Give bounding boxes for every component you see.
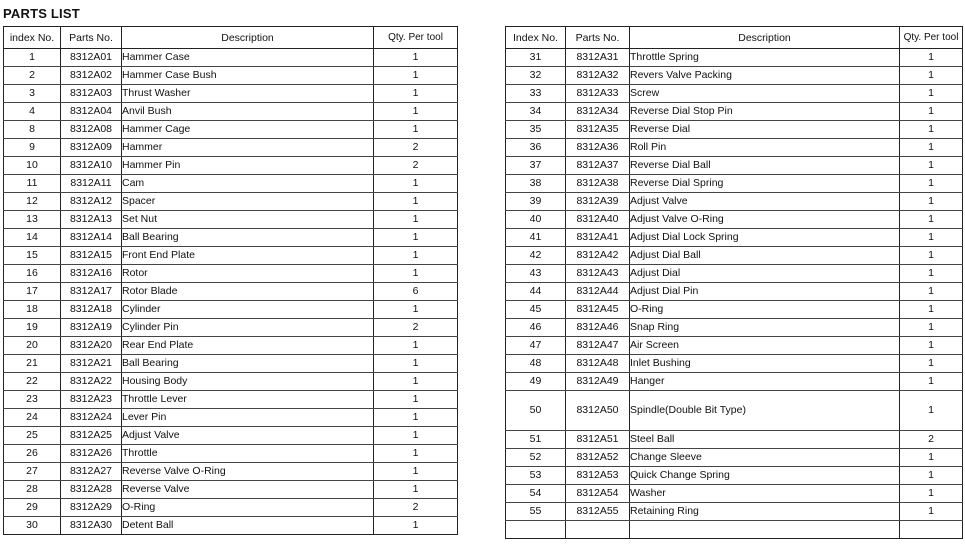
cell-parts-no: 8312A31: [566, 49, 630, 67]
cell-qty: 1: [374, 193, 458, 211]
cell-description: Screw: [630, 85, 900, 103]
cell-index: 47: [506, 337, 566, 355]
cell-description: Ball Bearing: [122, 355, 374, 373]
cell-qty: 1: [900, 157, 963, 175]
header-description: Description: [122, 27, 374, 49]
cell-parts-no: 8312A50: [566, 391, 630, 431]
cell-qty: 1: [374, 355, 458, 373]
cell-description: Rear End Plate: [122, 337, 374, 355]
table-row: [506, 67, 963, 85]
cell-description: Anvil Bush: [122, 103, 374, 121]
table-row: [4, 67, 458, 85]
cell-description: Air Screen: [630, 337, 900, 355]
cell-qty: 1: [374, 85, 458, 103]
table-row: [506, 301, 963, 319]
table-row: [4, 517, 458, 535]
table-row: [506, 139, 963, 157]
table-row: [4, 103, 458, 121]
cell-description: Rotor Blade: [122, 283, 374, 301]
cell-qty: 1: [900, 355, 963, 373]
cell-description: Rotor: [122, 265, 374, 283]
cell-index: 50: [506, 391, 566, 431]
cell-qty: 1: [900, 139, 963, 157]
cell-qty: 1: [374, 517, 458, 535]
cell-qty: 1: [374, 301, 458, 319]
cell-parts-no: 8312A44: [566, 283, 630, 301]
table-header-row: [4, 27, 458, 49]
cell-index: 20: [4, 337, 61, 355]
cell-index: 44: [506, 283, 566, 301]
cell-qty: 2: [374, 319, 458, 337]
cell-index: 25: [4, 427, 61, 445]
table-row: [506, 373, 963, 391]
header-qty: [374, 27, 458, 49]
table-row: [4, 121, 458, 139]
cell-index: 9: [4, 139, 61, 157]
cell-qty: 1: [900, 467, 963, 485]
cell-description: Inlet Bushing: [630, 355, 900, 373]
cell-parts-no: 8312A23: [61, 391, 122, 409]
cell-index: 53: [506, 467, 566, 485]
cell-qty: 1: [900, 449, 963, 467]
cell-parts-no: 8312A43: [566, 265, 630, 283]
cell-qty: 1: [900, 103, 963, 121]
cell-parts-no: 8312A10: [61, 157, 122, 175]
cell-parts-no: 8312A36: [566, 139, 630, 157]
cell-parts-no: 8312A17: [61, 283, 122, 301]
cell-parts-no: 8312A13: [61, 211, 122, 229]
cell-qty: 1: [900, 85, 963, 103]
cell-qty: 1: [374, 373, 458, 391]
cell-description: Hammer Pin: [122, 157, 374, 175]
cell-qty: 1: [374, 265, 458, 283]
cell-parts-no: 8312A54: [566, 485, 630, 503]
header-qty-label: Qty. Per tool: [388, 32, 443, 43]
cell-description: Cam: [122, 175, 374, 193]
cell-index: 10: [4, 157, 61, 175]
cell-qty: 1: [900, 67, 963, 85]
cell-parts-no: 8312A33: [566, 85, 630, 103]
table-row: [506, 449, 963, 467]
header-parts-no: Parts No.: [61, 27, 122, 49]
table-row: [506, 211, 963, 229]
cell-description: Hanger: [630, 373, 900, 391]
cell-index: 22: [4, 373, 61, 391]
cell-description: Spacer: [122, 193, 374, 211]
cell-qty: 1: [900, 485, 963, 503]
cell-description: Front End Plate: [122, 247, 374, 265]
cell-description: Revers Valve Packing: [630, 67, 900, 85]
table-row: [4, 301, 458, 319]
cell-description: [630, 521, 900, 539]
cell-index: 36: [506, 139, 566, 157]
cell-description: Reverse Dial Stop Pin: [630, 103, 900, 121]
table-row: [4, 445, 458, 463]
cell-description: Throttle: [122, 445, 374, 463]
cell-qty: 1: [374, 391, 458, 409]
cell-parts-no: 8312A02: [61, 67, 122, 85]
header-qty-label: Qty. Per tool: [903, 32, 959, 43]
cell-parts-no: 8312A40: [566, 211, 630, 229]
cell-parts-no: 8312A22: [61, 373, 122, 391]
cell-parts-no: 8312A21: [61, 355, 122, 373]
cell-index: 35: [506, 121, 566, 139]
cell-qty: [900, 521, 963, 539]
cell-description: Throttle Lever: [122, 391, 374, 409]
cell-description: Adjust Valve: [122, 427, 374, 445]
table-row: [4, 319, 458, 337]
cell-parts-no: 8312A14: [61, 229, 122, 247]
cell-index: 12: [4, 193, 61, 211]
cell-description: Hammer Case Bush: [122, 67, 374, 85]
cell-qty: 2: [374, 157, 458, 175]
cell-description: Reverse Dial: [630, 121, 900, 139]
table-row: [506, 503, 963, 521]
table-row: [506, 247, 963, 265]
table-row: [4, 85, 458, 103]
cell-index: 1: [4, 49, 61, 67]
cell-parts-no: 8312A15: [61, 247, 122, 265]
page-title: PARTS LIST: [3, 6, 80, 21]
cell-index: 34: [506, 103, 566, 121]
cell-description: Adjust Dial Lock Spring: [630, 229, 900, 247]
table-row: [506, 103, 963, 121]
cell-index: 26: [4, 445, 61, 463]
cell-index: 3: [4, 85, 61, 103]
cell-description: Washer: [630, 485, 900, 503]
cell-parts-no: 8312A41: [566, 229, 630, 247]
cell-index: 27: [4, 463, 61, 481]
cell-description: Roll Pin: [630, 139, 900, 157]
cell-index: [506, 521, 566, 539]
cell-description: Lever Pin: [122, 409, 374, 427]
cell-index: 15: [4, 247, 61, 265]
cell-index: 43: [506, 265, 566, 283]
cell-parts-no: 8312A32: [566, 67, 630, 85]
cell-description: Adjust Dial Ball: [630, 247, 900, 265]
cell-parts-no: 8312A11: [61, 175, 122, 193]
table-row: [4, 211, 458, 229]
cell-parts-no: 8312A08: [61, 121, 122, 139]
table-row: [506, 355, 963, 373]
cell-description: Reverse Valve O-Ring: [122, 463, 374, 481]
cell-description: O-Ring: [122, 499, 374, 517]
cell-qty: 1: [900, 193, 963, 211]
cell-parts-no: 8312A52: [566, 449, 630, 467]
cell-parts-no: 8312A04: [61, 103, 122, 121]
cell-description: Housing Body: [122, 373, 374, 391]
cell-description: Quick Change Spring: [630, 467, 900, 485]
table-row: [4, 337, 458, 355]
table-row: [506, 521, 963, 539]
cell-index: 55: [506, 503, 566, 521]
table-row: [506, 49, 963, 67]
cell-parts-no: 8312A28: [61, 481, 122, 499]
header-parts-no: Parts No.: [566, 27, 630, 49]
table-row: [4, 157, 458, 175]
header-index: Index No.: [506, 27, 566, 49]
table-row: [506, 157, 963, 175]
header-description: Description: [630, 27, 900, 49]
cell-index: 37: [506, 157, 566, 175]
cell-parts-no: 8312A20: [61, 337, 122, 355]
cell-description: Reverse Valve: [122, 481, 374, 499]
cell-qty: 1: [374, 463, 458, 481]
table-row: [506, 337, 963, 355]
table-row: [506, 467, 963, 485]
cell-parts-no: 8312A25: [61, 427, 122, 445]
cell-qty: 1: [374, 247, 458, 265]
cell-index: 39: [506, 193, 566, 211]
cell-description: Spindle(Double Bit Type): [630, 391, 900, 431]
table-row: [4, 391, 458, 409]
table-row: [506, 319, 963, 337]
cell-parts-no: 8312A09: [61, 139, 122, 157]
cell-qty: 1: [900, 337, 963, 355]
cell-qty: 1: [374, 175, 458, 193]
cell-parts-no: 8312A35: [566, 121, 630, 139]
cell-qty: 1: [900, 49, 963, 67]
cell-index: 29: [4, 499, 61, 517]
table-row: [506, 229, 963, 247]
cell-description: Adjust Dial: [630, 265, 900, 283]
cell-qty: 1: [900, 283, 963, 301]
cell-index: 17: [4, 283, 61, 301]
cell-index: 33: [506, 85, 566, 103]
cell-description: Hammer Case: [122, 49, 374, 67]
cell-index: 42: [506, 247, 566, 265]
table-header-row: [506, 27, 963, 49]
cell-qty: 1: [374, 67, 458, 85]
header-qty: [900, 27, 963, 49]
cell-parts-no: 8312A30: [61, 517, 122, 535]
cell-parts-no: 8312A24: [61, 409, 122, 427]
cell-qty: 6: [374, 283, 458, 301]
table-row: [506, 85, 963, 103]
cell-description: Adjust Valve: [630, 193, 900, 211]
cell-qty: 1: [900, 175, 963, 193]
cell-qty: 1: [900, 503, 963, 521]
cell-qty: 1: [374, 481, 458, 499]
cell-description: Retaining Ring: [630, 503, 900, 521]
table-row: [4, 283, 458, 301]
cell-index: 8: [4, 121, 61, 139]
cell-parts-no: 8312A34: [566, 103, 630, 121]
cell-description: Set Nut: [122, 211, 374, 229]
cell-qty: 1: [374, 229, 458, 247]
cell-index: 16: [4, 265, 61, 283]
cell-qty: 2: [900, 431, 963, 449]
cell-index: 48: [506, 355, 566, 373]
table-row: [4, 481, 458, 499]
table-row: [506, 283, 963, 301]
table-row: [4, 499, 458, 517]
cell-index: 2: [4, 67, 61, 85]
cell-qty: 1: [900, 301, 963, 319]
cell-description: Throttle Spring: [630, 49, 900, 67]
cell-description: Hammer: [122, 139, 374, 157]
table-row: [4, 409, 458, 427]
cell-parts-no: 8312A29: [61, 499, 122, 517]
cell-index: 45: [506, 301, 566, 319]
table-row: [506, 121, 963, 139]
table-row: [4, 427, 458, 445]
cell-qty: 2: [374, 139, 458, 157]
cell-parts-no: 8312A39: [566, 193, 630, 211]
cell-qty: 1: [374, 409, 458, 427]
table-row: [506, 431, 963, 449]
cell-index: 49: [506, 373, 566, 391]
table-row: [4, 373, 458, 391]
cell-description: Cylinder Pin: [122, 319, 374, 337]
table-row: [4, 463, 458, 481]
cell-qty: 1: [900, 373, 963, 391]
cell-qty: 1: [374, 49, 458, 67]
table-row: [506, 485, 963, 503]
cell-index: 46: [506, 319, 566, 337]
table-row: [506, 193, 963, 211]
cell-parts-no: 8312A03: [61, 85, 122, 103]
cell-index: 51: [506, 431, 566, 449]
table-row: [506, 391, 963, 431]
cell-index: 24: [4, 409, 61, 427]
cell-index: 31: [506, 49, 566, 67]
cell-index: 52: [506, 449, 566, 467]
cell-description: Change Sleeve: [630, 449, 900, 467]
cell-parts-no: 8312A37: [566, 157, 630, 175]
cell-description: Ball Bearing: [122, 229, 374, 247]
table-row: [4, 193, 458, 211]
cell-parts-no: 8312A55: [566, 503, 630, 521]
cell-parts-no: 8312A51: [566, 431, 630, 449]
cell-parts-no: 8312A18: [61, 301, 122, 319]
parts-table-left: [3, 26, 458, 535]
cell-qty: 1: [374, 211, 458, 229]
cell-qty: 2: [374, 499, 458, 517]
cell-description: Detent Ball: [122, 517, 374, 535]
table-row: [4, 175, 458, 193]
cell-description: Reverse Dial Ball: [630, 157, 900, 175]
cell-qty: 1: [374, 445, 458, 463]
cell-index: 32: [506, 67, 566, 85]
cell-index: 40: [506, 211, 566, 229]
cell-index: 18: [4, 301, 61, 319]
cell-parts-no: 8312A16: [61, 265, 122, 283]
cell-description: Snap Ring: [630, 319, 900, 337]
table-row: [506, 265, 963, 283]
cell-index: 41: [506, 229, 566, 247]
cell-qty: 1: [900, 211, 963, 229]
cell-parts-no: 8312A27: [61, 463, 122, 481]
cell-description: Hammer Cage: [122, 121, 374, 139]
cell-index: 21: [4, 355, 61, 373]
cell-description: Reverse Dial Spring: [630, 175, 900, 193]
cell-qty: 1: [374, 427, 458, 445]
table-row: [4, 49, 458, 67]
cell-parts-no: 8312A53: [566, 467, 630, 485]
cell-qty: 1: [900, 319, 963, 337]
cell-parts-no: 8312A49: [566, 373, 630, 391]
parts-table-right: [505, 26, 963, 539]
cell-index: 4: [4, 103, 61, 121]
cell-qty: 1: [900, 391, 963, 431]
table-row: [506, 175, 963, 193]
cell-description: Adjust Valve O-Ring: [630, 211, 900, 229]
header-index: index No.: [4, 27, 61, 49]
cell-parts-no: 8312A19: [61, 319, 122, 337]
cell-parts-no: 8312A42: [566, 247, 630, 265]
cell-index: 23: [4, 391, 61, 409]
cell-parts-no: 8312A38: [566, 175, 630, 193]
cell-qty: 1: [374, 121, 458, 139]
cell-index: 19: [4, 319, 61, 337]
table-row: [4, 229, 458, 247]
cell-parts-no: 8312A46: [566, 319, 630, 337]
cell-index: 11: [4, 175, 61, 193]
cell-description: Cylinder: [122, 301, 374, 319]
cell-parts-no: 8312A47: [566, 337, 630, 355]
cell-qty: 1: [900, 247, 963, 265]
cell-qty: 1: [900, 121, 963, 139]
cell-index: 30: [4, 517, 61, 535]
table-row: [4, 139, 458, 157]
cell-qty: 1: [900, 229, 963, 247]
cell-qty: 1: [900, 265, 963, 283]
cell-description: Adjust Dial Pin: [630, 283, 900, 301]
cell-description: O-Ring: [630, 301, 900, 319]
cell-description: Thrust Washer: [122, 85, 374, 103]
cell-parts-no: 8312A48: [566, 355, 630, 373]
cell-index: 38: [506, 175, 566, 193]
cell-parts-no: 8312A12: [61, 193, 122, 211]
cell-parts-no: 8312A01: [61, 49, 122, 67]
cell-parts-no: 8312A45: [566, 301, 630, 319]
cell-qty: 1: [374, 103, 458, 121]
cell-index: 54: [506, 485, 566, 503]
table-row: [4, 355, 458, 373]
cell-index: 28: [4, 481, 61, 499]
cell-index: 14: [4, 229, 61, 247]
cell-parts-no: [566, 521, 630, 539]
cell-index: 13: [4, 211, 61, 229]
table-row: [4, 265, 458, 283]
cell-parts-no: 8312A26: [61, 445, 122, 463]
cell-description: Steel Ball: [630, 431, 900, 449]
table-row: [4, 247, 458, 265]
cell-qty: 1: [374, 337, 458, 355]
